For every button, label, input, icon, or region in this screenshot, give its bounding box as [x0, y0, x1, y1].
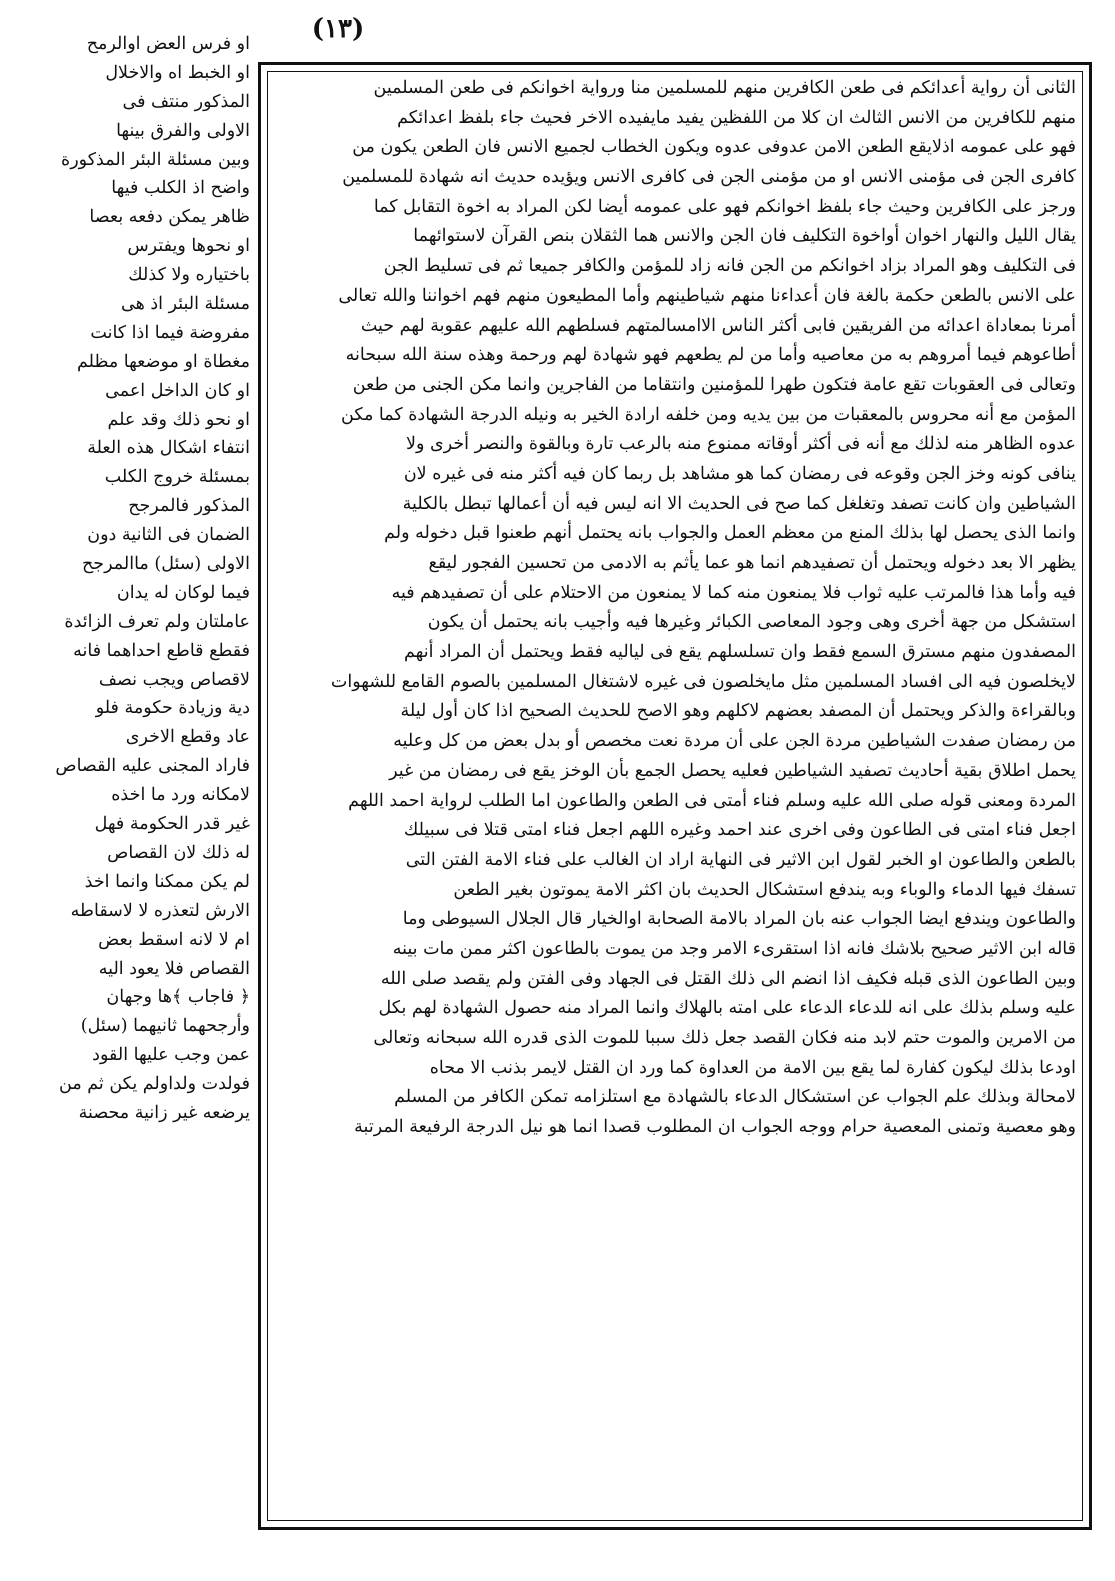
page-number: (١٣) — [311, 14, 365, 44]
margin-text-line: مغطاة او موضعها مظلم — [77, 351, 250, 372]
margin-text-line: الاولى (سئل) ماالمرجح — [82, 554, 250, 575]
main-text-line: اودعا بذلك ليكون كفارة لما يقع بين الامة من العداوة كما ورد ان القتل لايمر بذنب الا محاه — [429, 1057, 1076, 1078]
margin-text-line: فقطع قاطع احداهما فانه — [73, 640, 250, 661]
margin-text-line: وبين مسئلة البئر المذكورة — [61, 149, 250, 170]
margin-text-line: لم يكن ممكنا وانما اخذ — [84, 871, 250, 892]
main-text-line: فيه وأما هذا فالمرتب عليه ثواب فلا يمنعون منه كما لا يمنعون من الاحتلام على أن تصفيدهم فيه — [391, 582, 1076, 603]
main-text-line: فهو على عمومه اذلايقع الطعن الامن عدوفى عدوه ويكون الخطاب لجميع الانس فان الطعن يكون من — [352, 137, 1076, 158]
margin-text-line: عاملتان ولم تعرف الزائدة — [64, 611, 250, 632]
main-text-line: لامحالة وبذلك علم الجواب عن استشكال الدعاء بالشهادة مع استلزامه تمكن الكافر من المسلم — [394, 1087, 1076, 1108]
margin-text-line: القصاص فلا يعود اليه — [98, 958, 250, 979]
margin-text-line: المذكور فالمرجح — [128, 496, 250, 517]
margin-text-line: المذكور منتف فى — [122, 91, 250, 112]
main-text-line: وبالقراءة والذكر ويحتمل أن المصفد بعضهم لاكلهم وهو الاصح للحديث الصحيح اذا كان أول ليلة — [400, 701, 1076, 722]
margin-text-line: عاد وقطع الاخرى — [125, 727, 250, 748]
main-text-line: ينافى كونه وخز الجن وقوعه فى رمضان كما هو مشاهد بل ربما كان فيه أكثر منه فى غيره لان — [403, 463, 1076, 484]
main-text-line: اجعل فناء امتى فى الطاعون وفى اخرى عند احمد وغيره اللهم اجعل فناء امتى قتلا فى سبيلك — [403, 820, 1076, 841]
main-text-line: وتعالى فى العقوبات تقع عامة فتكون طهرا للمؤمنين وانتقاما من الفاجرين وانما مكن الجنى من طعن — [352, 374, 1076, 395]
main-text-line: وهو معصية وتمنى المعصية حرام ووجه الجواب ان المطلوب قصدا انما هو نيل الدرجة الرفيعة المرتبة — [354, 1117, 1076, 1138]
main-text-line: عليه وسلم بذلك على انه للدعاء الدعاء على امته بالهلاك وانما المراد منه حصول الشهادة لهم بكل — [378, 998, 1076, 1019]
main-text-line: أطاعوهم فيما أمروهم به من معاصيه وأما من لم يطعهم فهو شهادة لهم ورحمة وهذه سنة الله سبحانه — [345, 345, 1076, 366]
margin-text-line: الارش لتعذره لا لاسقاطه — [70, 900, 250, 921]
margin-text-line: ظاهر يمكن دفعه بعصا — [89, 207, 250, 228]
main-text — [272, 74, 1076, 1514]
margin-text-line: لامكانه ورد ما اخذه — [111, 785, 250, 806]
margin-text-line: فيما لوكان له يدان — [116, 582, 250, 603]
margin-text-line: او نحوها ويفترس — [127, 236, 250, 257]
margin-text-line: باختياره ولا كذلك — [128, 265, 250, 286]
margin-text-line: بمسئلة خروج الكلب — [104, 467, 250, 488]
margin-text-line: انتفاء اشكال هذه العلة — [87, 438, 250, 459]
main-text-line: من رمضان صفدت الشياطين مردة الجن على أن مردة نعت مخصص أو بدل بعض من كل وعليه — [393, 731, 1076, 752]
main-text-line: ورجز على الكافرين وحيث جاء بلفظ اخوانكم فهو على عمومه أيضا لكن المراد به اخوة التقابل كما — [373, 196, 1076, 217]
main-text-line: المؤمن مع أنه محروس بالمعقبات من بين يديه ومن خلفه ارادة الخير به ونيله الدرجة الشهادة كما مكن — [341, 404, 1076, 425]
margin-text-line: او كان الداخل اعمى — [105, 380, 250, 401]
main-text-line: يحمل اطلاق بقية أحاديث تصفيد الشياطين فعليه يحصل الجمع بأن الوخز يقع فى رمضان من غير — [389, 760, 1076, 781]
main-text-line: فى التكليف وهو المراد بزاد اخوانكم من الجن فانه زاد للمؤمن والكافر جميعا ثم فى تسليط الجن — [383, 256, 1076, 277]
margin-text-line: يرضعه غير زانية محصنة — [78, 1102, 250, 1123]
main-text-line: الثانى أن رواية أعدائكم فى طعن الكافرين منهم للمسلمين منا ورواية اخوانكم فى طعن المسلمين — [373, 78, 1076, 98]
main-text-line: قاله ابن الاثير صحيح بلاشك فانه اذا استقرىء الامر وجد من يموت بالطاعون اكثر ممن مات بينه — [392, 938, 1076, 959]
margin-text-line: الاولى والفرق بينها — [116, 120, 250, 141]
main-text-line: والطاعون ويندفع ايضا الجواب عنه بان المراد بالامة الصحابة اوالخيار قال الجلال السيوطى وما — [402, 909, 1076, 930]
main-text-line: تسفك فيها الدماء والوباء وبه يندفع استشكال الحديث بان اكثر الامة يموتون بغير الطعن — [453, 879, 1076, 900]
main-text-line: وبين الطاعون الذى قبله فكيف اذا انضم الى ذلك القتل فى الجهاد وفى الفتن ولم يقصد صلى الله — [380, 968, 1076, 989]
margin-text-line: دية وزيادة حكومة فلو — [95, 698, 250, 719]
main-text-line: منهم للكافرين من الانس الثالث ان كلا من اللفظين يفيد مايفيده الاخر فحيث جاء بلفظ اعدائكم — [397, 107, 1076, 128]
margin-text-line: ﴿ فاجاب ﴾ها وجهان — [106, 987, 250, 1008]
main-text-line: عدوه الظاهر منه لذلك مع أنه فى أكثر أوقاته ممنوع منه بالرعب تارة وبالقوة والنصر أخرى ولا — [406, 434, 1076, 455]
margin-text-line: فاراد المجنى عليه القصاص — [55, 756, 250, 777]
margin-text-line: عمن وجب عليها القود — [92, 1045, 250, 1066]
main-text-line: بالطعن والطاعون او الخبر لقول ابن الاثير فى النهاية اراد ان الغالب على فناء الامة الفتن التى — [405, 849, 1076, 870]
main-text-line: المردة ومعنى قوله صلى الله عليه وسلم فناء أمتى فى الطعن والطاعون اما الطلب لرواية احمد اللهم — [348, 790, 1076, 811]
main-text-line: وانما الذى يحصل لها بذلك المنع من معظم العمل والجواب بانه يحتمل أنهم طعنوا قبل دخوله ولم — [384, 523, 1076, 544]
main-text-line: كافرى الجن فى مؤمنى الانس او من مؤمنى الجن فى كافرى الانس ويؤيده حديث انه شهادة للمسلمين — [342, 167, 1076, 188]
main-text-line: يظهر الا بعد دخوله ويحتمل أن تصفيدهم انما هو عما يأثم به الادمى من تحسين الفجور ليقع — [428, 553, 1076, 573]
margin-text-line: او نحو ذلك وقد علم — [107, 409, 250, 430]
margin-text-line: فولدت ولداولم يكن ثم من — [59, 1074, 250, 1095]
main-text-line: أمرنا بمعاداة اعدائه من الفريقين فابى أكثر الناس الاامسالمتهم فسلطهم الله عليهم عقوبة لهم حيث — [360, 315, 1076, 336]
margin-text-line: لاقصاص ويجب نصف — [98, 669, 250, 690]
margin-commentary — [6, 30, 250, 1545]
main-text-line: على الانس بالطعن حكمة بالغة فان أعداءنا منهم شياطينهم وأما المطيعون منهم فهم اخواننا والله تعالى — [338, 285, 1076, 306]
main-text-line: لايخلصون فيه الى افساد المسلمين مثل مايخلصون فى غيره لاشتغال المسلمين بالصوم القامع للشهوات — [330, 671, 1076, 692]
margin-text-line: مفروضة فيما اذا كانت — [90, 322, 250, 343]
margin-text-line: او الخبط اه والاخلال — [105, 62, 250, 83]
main-text-line: من الامرين والموت حتم لابد منه فكان القصد جعل ذلك سببا للموت الذى قدره الله سبحانه وتعالى — [373, 1028, 1076, 1048]
main-text-line: المصفدون منهم مسترق السمع فقط وان تسلسلهم يقع فى لياليه فقط ويحتمل أن المراد أنهم — [403, 642, 1076, 663]
main-text-line: يقال الليل والنهار اخوان أواخوة التكليف فان الجن والانس هما الثقلان بنص القرآن لاستوائهما — [413, 226, 1076, 247]
main-text-line: استشكل من جهة أخرى وهى وجود المعاصى الكبائر وغيرها فيه وأجيب بانه يحتمل أن يكون — [427, 612, 1076, 633]
margin-text-line: او فرس العض اوالرمح — [86, 34, 250, 54]
margin-text-line: غير قدر الحكومة فهل — [94, 814, 250, 835]
margin-text-line: له ذلك لان القصاص — [107, 842, 250, 863]
margin-text-line: الضمان فى الثانية دون — [87, 525, 250, 546]
main-text-line: الشياطين وان كانت تصفد وتغلغل كما صح فى الحديث الا انه ليس فيه أن أعمالها تبطل بالكلية — [402, 493, 1076, 514]
margin-text-line: وأرجحهما ثانيهما (سئل) — [80, 1016, 250, 1037]
margin-text-line: واضح اذ الكلب فيها — [111, 178, 250, 199]
margin-text-line: ام لا لانه اسقط بعض — [98, 929, 250, 950]
margin-text-line: مسئلة البئر اذ هى — [120, 294, 250, 315]
